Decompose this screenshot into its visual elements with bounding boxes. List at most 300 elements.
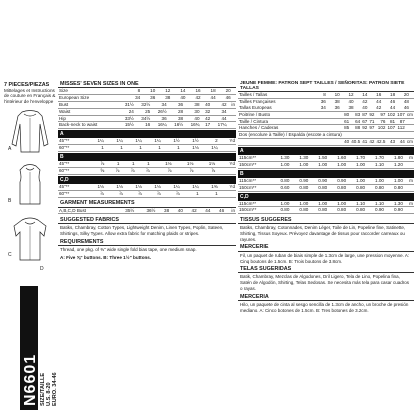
english-title: MISSES' SEVEN SIZES IN ONE xyxy=(58,80,236,88)
cell: 1.00 xyxy=(309,201,328,207)
cell xyxy=(375,132,386,139)
mercerie-text: Fil, un paquet de ruban de biais simple de 1.3cm de large, une pression moyenne. A: Cinq boutons de 1.5cm. B: Trois boutons de 3.8cm. xyxy=(240,252,410,264)
requirements-buttons: A: Five ⅝" buttons. B: Three 1½" buttons. xyxy=(60,254,152,260)
cell: 1 xyxy=(136,161,151,167)
cell: 0.80 xyxy=(271,207,290,214)
cell xyxy=(404,184,414,191)
cell: 0.80 xyxy=(347,207,366,214)
cell: 12 xyxy=(341,92,355,98)
cell: 36 xyxy=(141,94,156,101)
cell: 1 xyxy=(124,145,143,152)
cell: 1.00 xyxy=(347,161,366,168)
cell: 44 xyxy=(211,115,227,122)
cell: 25 xyxy=(135,108,151,115)
pieces-line: l'intérieur de l'enveloppe xyxy=(4,98,54,104)
cell: ⅞ xyxy=(105,167,120,174)
cell: 1.70 xyxy=(366,155,385,161)
french-view-b-yardage xyxy=(238,178,414,192)
cell: 41 xyxy=(362,139,368,145)
row-label: Hanches / Caderas xyxy=(238,125,343,132)
cell: ⅞ xyxy=(194,167,216,174)
size-range-us: U.S. 8-20 xyxy=(46,382,52,406)
cell: 42 xyxy=(186,94,201,101)
tissus-title: TISSUS SUGGERES xyxy=(238,216,414,224)
garment-measurements-title: GARMENT MEASUREMENTS xyxy=(58,200,236,208)
row-label: 45"** xyxy=(58,184,86,190)
cell: 36 xyxy=(320,98,326,104)
cell: 46 xyxy=(217,94,232,101)
cell: 34 xyxy=(211,108,227,115)
cell: 102 xyxy=(375,125,386,132)
table-row xyxy=(58,145,236,152)
cell: 1 xyxy=(162,145,181,152)
cell: 1.00 xyxy=(347,178,366,184)
pattern-number: N6601 xyxy=(22,353,39,406)
cell: 34½ xyxy=(135,115,151,122)
cell xyxy=(228,115,236,122)
french-view-cd-yardage xyxy=(238,201,414,215)
cell: 1¼ xyxy=(124,138,143,144)
cell: Yd xyxy=(219,138,236,144)
cell xyxy=(404,207,414,214)
cell: ⅞ xyxy=(162,190,181,197)
size-label: Tailles / Tallas xyxy=(238,92,313,98)
cell: 36 xyxy=(327,105,341,111)
cell: ⅞ xyxy=(136,167,151,174)
row-label: 60"** xyxy=(58,145,86,152)
table-row xyxy=(58,208,236,214)
cell: 92 xyxy=(369,111,375,117)
cell: 40 xyxy=(344,139,350,145)
cell: 44 xyxy=(396,139,406,146)
cell: m xyxy=(404,178,414,184)
row-label: Bust xyxy=(58,102,118,108)
english-body-measurements xyxy=(58,102,236,130)
cell: 40 xyxy=(201,102,212,108)
cell: 67 xyxy=(362,118,368,124)
cell: ⅞ xyxy=(105,190,124,197)
row-label: 115cm** xyxy=(238,178,271,184)
cell xyxy=(219,145,236,152)
cell: 61 xyxy=(344,118,350,124)
cell: 42 xyxy=(184,208,198,214)
cell xyxy=(216,167,236,174)
cell: 44 xyxy=(382,105,396,111)
cell: 1.20 xyxy=(385,161,404,168)
euro-label: Tailles Françaises xyxy=(239,98,276,104)
cell: 1.00 xyxy=(385,178,404,184)
cell: 0.80 xyxy=(328,184,347,191)
cell: 40.5 xyxy=(351,139,361,145)
cell xyxy=(386,132,396,139)
cell: 0.90 xyxy=(366,207,385,214)
cell: 1¼ xyxy=(86,138,105,144)
cell xyxy=(228,108,236,115)
garment-label-a: A xyxy=(8,146,12,152)
pieces-count: 7 PIECES/PIEZAS xyxy=(4,82,50,88)
cell: 97 xyxy=(369,125,375,131)
english-view-a-yardage xyxy=(58,138,236,152)
size-label: SIZE/TAILLE xyxy=(40,372,46,406)
cell: 107 xyxy=(387,125,396,131)
french-body-measurements xyxy=(238,112,414,146)
cell: 40 xyxy=(171,94,186,101)
table-row xyxy=(58,108,236,115)
cell: 1.30 xyxy=(271,155,290,161)
row-label: Waist xyxy=(58,108,118,115)
cell: 1⅜ xyxy=(200,184,219,190)
cell xyxy=(406,125,414,132)
cell: ⅞ xyxy=(86,190,105,197)
row-label: 45"** xyxy=(58,138,86,144)
cell: 1¼ xyxy=(200,145,219,152)
mercerie-title: MERCERIE xyxy=(238,244,414,252)
cell: 87 xyxy=(362,111,368,117)
cell: ⅞ xyxy=(124,190,143,197)
table-row xyxy=(58,190,236,197)
cell: 36 xyxy=(151,115,167,122)
cell: 2 xyxy=(200,138,219,144)
cell: 1.10 xyxy=(366,201,385,207)
cell: 1.10 xyxy=(366,161,385,168)
cell xyxy=(228,122,236,129)
cell: m xyxy=(404,201,414,207)
cell: 1½ xyxy=(162,138,181,144)
cell: ⅞ xyxy=(143,190,162,197)
cell: 1.30 xyxy=(290,155,309,161)
cell: 34 xyxy=(126,94,141,101)
french-size-table xyxy=(238,92,414,112)
cell: in xyxy=(225,208,236,214)
row-label: 60"** xyxy=(58,190,86,197)
cell: 10 xyxy=(141,88,156,94)
cell: 32 xyxy=(201,108,212,115)
tissus-text: Batiks, Chambray, Cotonnades, Denim Léger, Toile de Lin, Popeline fine, Satinette, Shirting, Tissus Soyeux. Prévoyez davantage de tissus pour raccorder carreaux ou rayures. xyxy=(240,225,406,242)
cell: 14 xyxy=(171,88,186,94)
cell: 1⅛ xyxy=(143,184,162,190)
row-label: Back-neck to waist xyxy=(58,122,118,129)
cell: 1¼ xyxy=(143,138,162,144)
cell: 83 xyxy=(350,112,361,118)
cell: 42.5 xyxy=(376,139,386,145)
cell xyxy=(350,132,361,139)
cell: 16½ xyxy=(168,122,184,129)
row-label: 150cm** xyxy=(238,184,271,191)
cell: 42 xyxy=(369,139,375,145)
cell: 36 xyxy=(168,102,184,108)
cell: 0.80 xyxy=(366,184,385,191)
merceria-text: Hilo, un paquete de cinta al sesgo sencilla de 1.3cm de ancho, un broche de presión mediano. A: Cinco botones de 1.5cm. B: Tres botones de 3.2cm. xyxy=(240,302,409,313)
cell: 0.80 xyxy=(309,184,328,191)
cell: ⅞ xyxy=(151,167,173,174)
cell: 0.90 xyxy=(328,178,347,184)
cell: 1.70 xyxy=(347,155,366,161)
garment-label-d: D xyxy=(40,266,44,272)
cell xyxy=(396,132,406,139)
cell: 42 xyxy=(362,98,368,104)
cell: 46 xyxy=(211,208,225,214)
cell: 1⅛ xyxy=(194,161,216,167)
cell: 16 xyxy=(368,92,382,98)
cell: 102 xyxy=(387,111,396,117)
cell: 14 xyxy=(355,92,369,98)
cell: ⅞ xyxy=(173,167,195,174)
merceria-title: MERCERIA xyxy=(238,293,414,301)
cell: 38 xyxy=(156,94,171,101)
garment-label-c: C xyxy=(8,252,12,258)
size-label: Size xyxy=(58,88,126,94)
cell: 112 xyxy=(397,125,405,131)
cell: 1.00 xyxy=(328,161,347,168)
row-label: Poitrine / Busto xyxy=(238,112,343,118)
table-row xyxy=(238,139,414,146)
cell: 0.80 xyxy=(385,184,404,191)
cell: 17¼ xyxy=(211,122,227,129)
cell: 0.60 xyxy=(271,184,290,191)
cell: 1 xyxy=(143,145,162,152)
cell: 80 xyxy=(344,111,350,117)
cell: 40 xyxy=(184,115,200,122)
cell: 24 xyxy=(118,108,134,115)
pieces-info xyxy=(4,82,58,104)
cell: 48 xyxy=(403,98,409,104)
size-range-euro: EURO. 34-46 xyxy=(52,372,58,406)
cell xyxy=(406,118,414,125)
cell: 15½ xyxy=(118,122,134,129)
cell: 87 xyxy=(396,118,406,125)
cell: 44 xyxy=(376,98,382,104)
cell: 1.00 xyxy=(309,161,328,168)
cell: 71 xyxy=(369,118,375,124)
french-title: JEUNE FEMME: PATRON SEPT TAILLES / SEÑORITAS: PATRON SIETE TALLAS xyxy=(238,80,414,92)
cell: 1.00 xyxy=(271,201,290,207)
cell: 64 xyxy=(350,118,361,125)
cell: 34 xyxy=(151,102,167,108)
row-label: 45"** xyxy=(58,161,90,167)
cell: 1 xyxy=(120,161,135,167)
table-row xyxy=(58,94,236,101)
cell: 44 xyxy=(202,94,217,101)
french-spanish-column xyxy=(238,80,414,315)
cell xyxy=(232,94,236,101)
cell: Yd xyxy=(219,184,236,190)
table-row xyxy=(238,125,414,132)
cell: 40 xyxy=(348,98,354,104)
cell: 38 xyxy=(184,102,200,108)
cell xyxy=(219,190,236,197)
cell: 26½ xyxy=(151,108,167,115)
row-label: Dos (encolure à Taille) / Espalda (escote a cintura) xyxy=(239,132,342,138)
cell: 43 xyxy=(386,139,396,146)
english-size-table xyxy=(58,88,236,102)
cell: 0.90 xyxy=(290,178,309,184)
cell xyxy=(343,132,350,139)
cell: 1.10 xyxy=(347,201,366,207)
cell: 18 xyxy=(202,88,217,94)
cell: 1.00 xyxy=(366,178,385,184)
row-label: Taille / Cintura xyxy=(238,118,343,125)
cell: 92 xyxy=(362,125,368,131)
cell: 1 xyxy=(105,145,124,152)
cell: 81 xyxy=(386,118,396,125)
suggested-fabrics-text: Batiks, Chambray, Cotton Types, Lightweight Denim, Linen Types, Poplin, Sateen, Shirtings, Silky Types. Allow extra fabric for matching plaids or stripes. xyxy=(60,225,224,237)
requirements-text: Thread, one pkg. of ⅜" wide single fold bias tape, one medium snap. xyxy=(60,247,197,253)
cell: 42 xyxy=(211,102,227,108)
cell: Yd xyxy=(216,161,236,167)
french-view-a-yardage xyxy=(238,155,414,169)
cell: 20 xyxy=(217,88,232,94)
cell: 1⅛ xyxy=(181,145,200,152)
cell: 0.80 xyxy=(328,207,347,214)
telas-text: Batik, Chambray, Mezclas de Algodones, Dril Ligero, Tela de Lino, Popelina fina, Satén de Algodón, Shirting, Telas Sedosas. Se necesita más tela para casar cuadros o rayas. xyxy=(240,274,410,292)
cell: 46 xyxy=(390,98,396,104)
table-row xyxy=(238,161,414,168)
cell: 0.80 xyxy=(271,178,290,184)
cell: 38 xyxy=(341,105,355,111)
cell: 20 xyxy=(396,92,410,98)
cell: 33½ xyxy=(118,115,134,122)
cell: 16¼ xyxy=(151,122,167,129)
cell: 38 xyxy=(156,208,170,214)
cell: 1 xyxy=(86,145,105,152)
cell: 16¾ xyxy=(184,122,200,129)
cell: 31½ xyxy=(118,102,134,108)
cell: 38 xyxy=(334,98,340,104)
cell: 10 xyxy=(327,92,341,98)
row-label: 150cm** xyxy=(238,161,271,168)
row-label: 115cm** xyxy=(238,201,271,207)
cell: ⅞ xyxy=(120,167,135,174)
euro2-label: Tallas Europeas xyxy=(238,105,313,111)
view-b-header: B xyxy=(58,153,236,161)
cell: 46 xyxy=(396,105,410,111)
cell: 1.00 xyxy=(290,201,309,207)
cell: 0.80 xyxy=(309,207,328,214)
cell: 1 xyxy=(181,190,200,197)
cell: 1 xyxy=(200,190,219,197)
cell: 1⅛ xyxy=(173,161,195,167)
cell: 1¼ xyxy=(181,184,200,190)
cell: 1.00 xyxy=(328,201,347,207)
cell: 1½ xyxy=(181,138,200,144)
cell: 0.90 xyxy=(309,178,328,184)
cell: m xyxy=(404,155,414,161)
table-row xyxy=(238,207,414,214)
cell: 40 xyxy=(355,105,369,111)
cell: 1 xyxy=(105,161,120,167)
row-label: 60"** xyxy=(58,167,90,174)
cell: 97 xyxy=(375,112,386,118)
cell: 35½ xyxy=(114,208,135,214)
view-cd-header-fr: C,D xyxy=(238,193,414,201)
row-label: 115cm** xyxy=(238,155,271,161)
view-cd-header: C,D xyxy=(58,176,236,184)
cell: 0.80 xyxy=(347,184,366,191)
cell: ⅝ xyxy=(90,167,105,174)
garment-measurements-table xyxy=(58,208,236,215)
row-label: 150cm** xyxy=(238,207,271,214)
view-a-header: A xyxy=(58,130,236,138)
cell: 1.50 xyxy=(309,155,328,161)
suggested-fabrics-title: SUGGESTED FABRICS xyxy=(58,216,236,224)
table-row xyxy=(58,115,236,122)
cell: cm xyxy=(406,111,413,117)
cell: 12 xyxy=(156,88,171,94)
cell: 1.80 xyxy=(385,155,404,161)
cell: 0.80 xyxy=(290,207,309,214)
cell: 17 xyxy=(201,122,212,129)
pieces-line: de couture en Français & xyxy=(4,93,56,99)
cell: 42 xyxy=(368,105,382,111)
table-row xyxy=(238,132,414,139)
cell: 1.00 xyxy=(290,161,309,168)
cell: 76 xyxy=(375,118,386,125)
cell: 1¼ xyxy=(162,184,181,190)
english-column xyxy=(58,80,236,262)
pattern-number-block xyxy=(2,286,56,410)
cell xyxy=(404,161,414,168)
cell: ⅞ xyxy=(90,161,105,167)
english-view-cd-yardage xyxy=(58,184,236,198)
cell: 18 xyxy=(382,92,396,98)
cell: 1.30 xyxy=(385,201,404,207)
view-a-header-fr: A xyxy=(238,147,414,155)
cell: 32½ xyxy=(135,102,151,108)
table-row xyxy=(238,118,414,125)
row-label: A,B,C,D Bust xyxy=(58,208,114,214)
table-row xyxy=(58,122,236,129)
cell: 1.00 xyxy=(271,161,290,168)
requirements-title: REQUIREMENTS xyxy=(58,238,236,246)
cell: 1⅛ xyxy=(105,184,124,190)
cell: 28 xyxy=(168,108,184,115)
row-label: Hip xyxy=(58,115,118,122)
cell: 1⅛ xyxy=(151,161,173,167)
cell xyxy=(361,132,368,139)
cell: 1¼ xyxy=(105,138,124,144)
cell: 1.60 xyxy=(328,155,347,161)
table-row xyxy=(238,184,414,191)
row-label xyxy=(238,139,343,146)
cell: 8 xyxy=(313,92,327,98)
cell xyxy=(406,132,414,139)
table-row xyxy=(58,167,236,174)
cell xyxy=(368,132,375,139)
cell: 0.90 xyxy=(385,207,404,214)
cell: 44 xyxy=(198,208,212,214)
euro-label: European Size xyxy=(58,94,126,101)
cell: 40 xyxy=(170,208,184,214)
table-row xyxy=(238,105,414,111)
cell: 85 xyxy=(344,125,350,131)
cell: 8 xyxy=(126,88,141,94)
english-view-b-yardage xyxy=(58,161,236,175)
cell: 16 xyxy=(186,88,201,94)
cell: 42 xyxy=(201,115,212,122)
view-b-header-fr: B xyxy=(238,170,414,178)
cell: 1⅛ xyxy=(86,184,105,190)
pieces-line: Mittelages et Instructions xyxy=(4,88,55,93)
cell: 34 xyxy=(313,105,327,111)
cell: in xyxy=(228,102,236,108)
cell: 30 xyxy=(184,108,200,115)
cell: 1⅛ xyxy=(124,184,143,190)
cell: 38 xyxy=(168,115,184,122)
telas-title: TELAS SUGERIDAS xyxy=(238,265,414,273)
cell: 36½ xyxy=(135,208,156,214)
cell: 0.80 xyxy=(290,184,309,191)
garment-label-b: B xyxy=(8,198,12,204)
